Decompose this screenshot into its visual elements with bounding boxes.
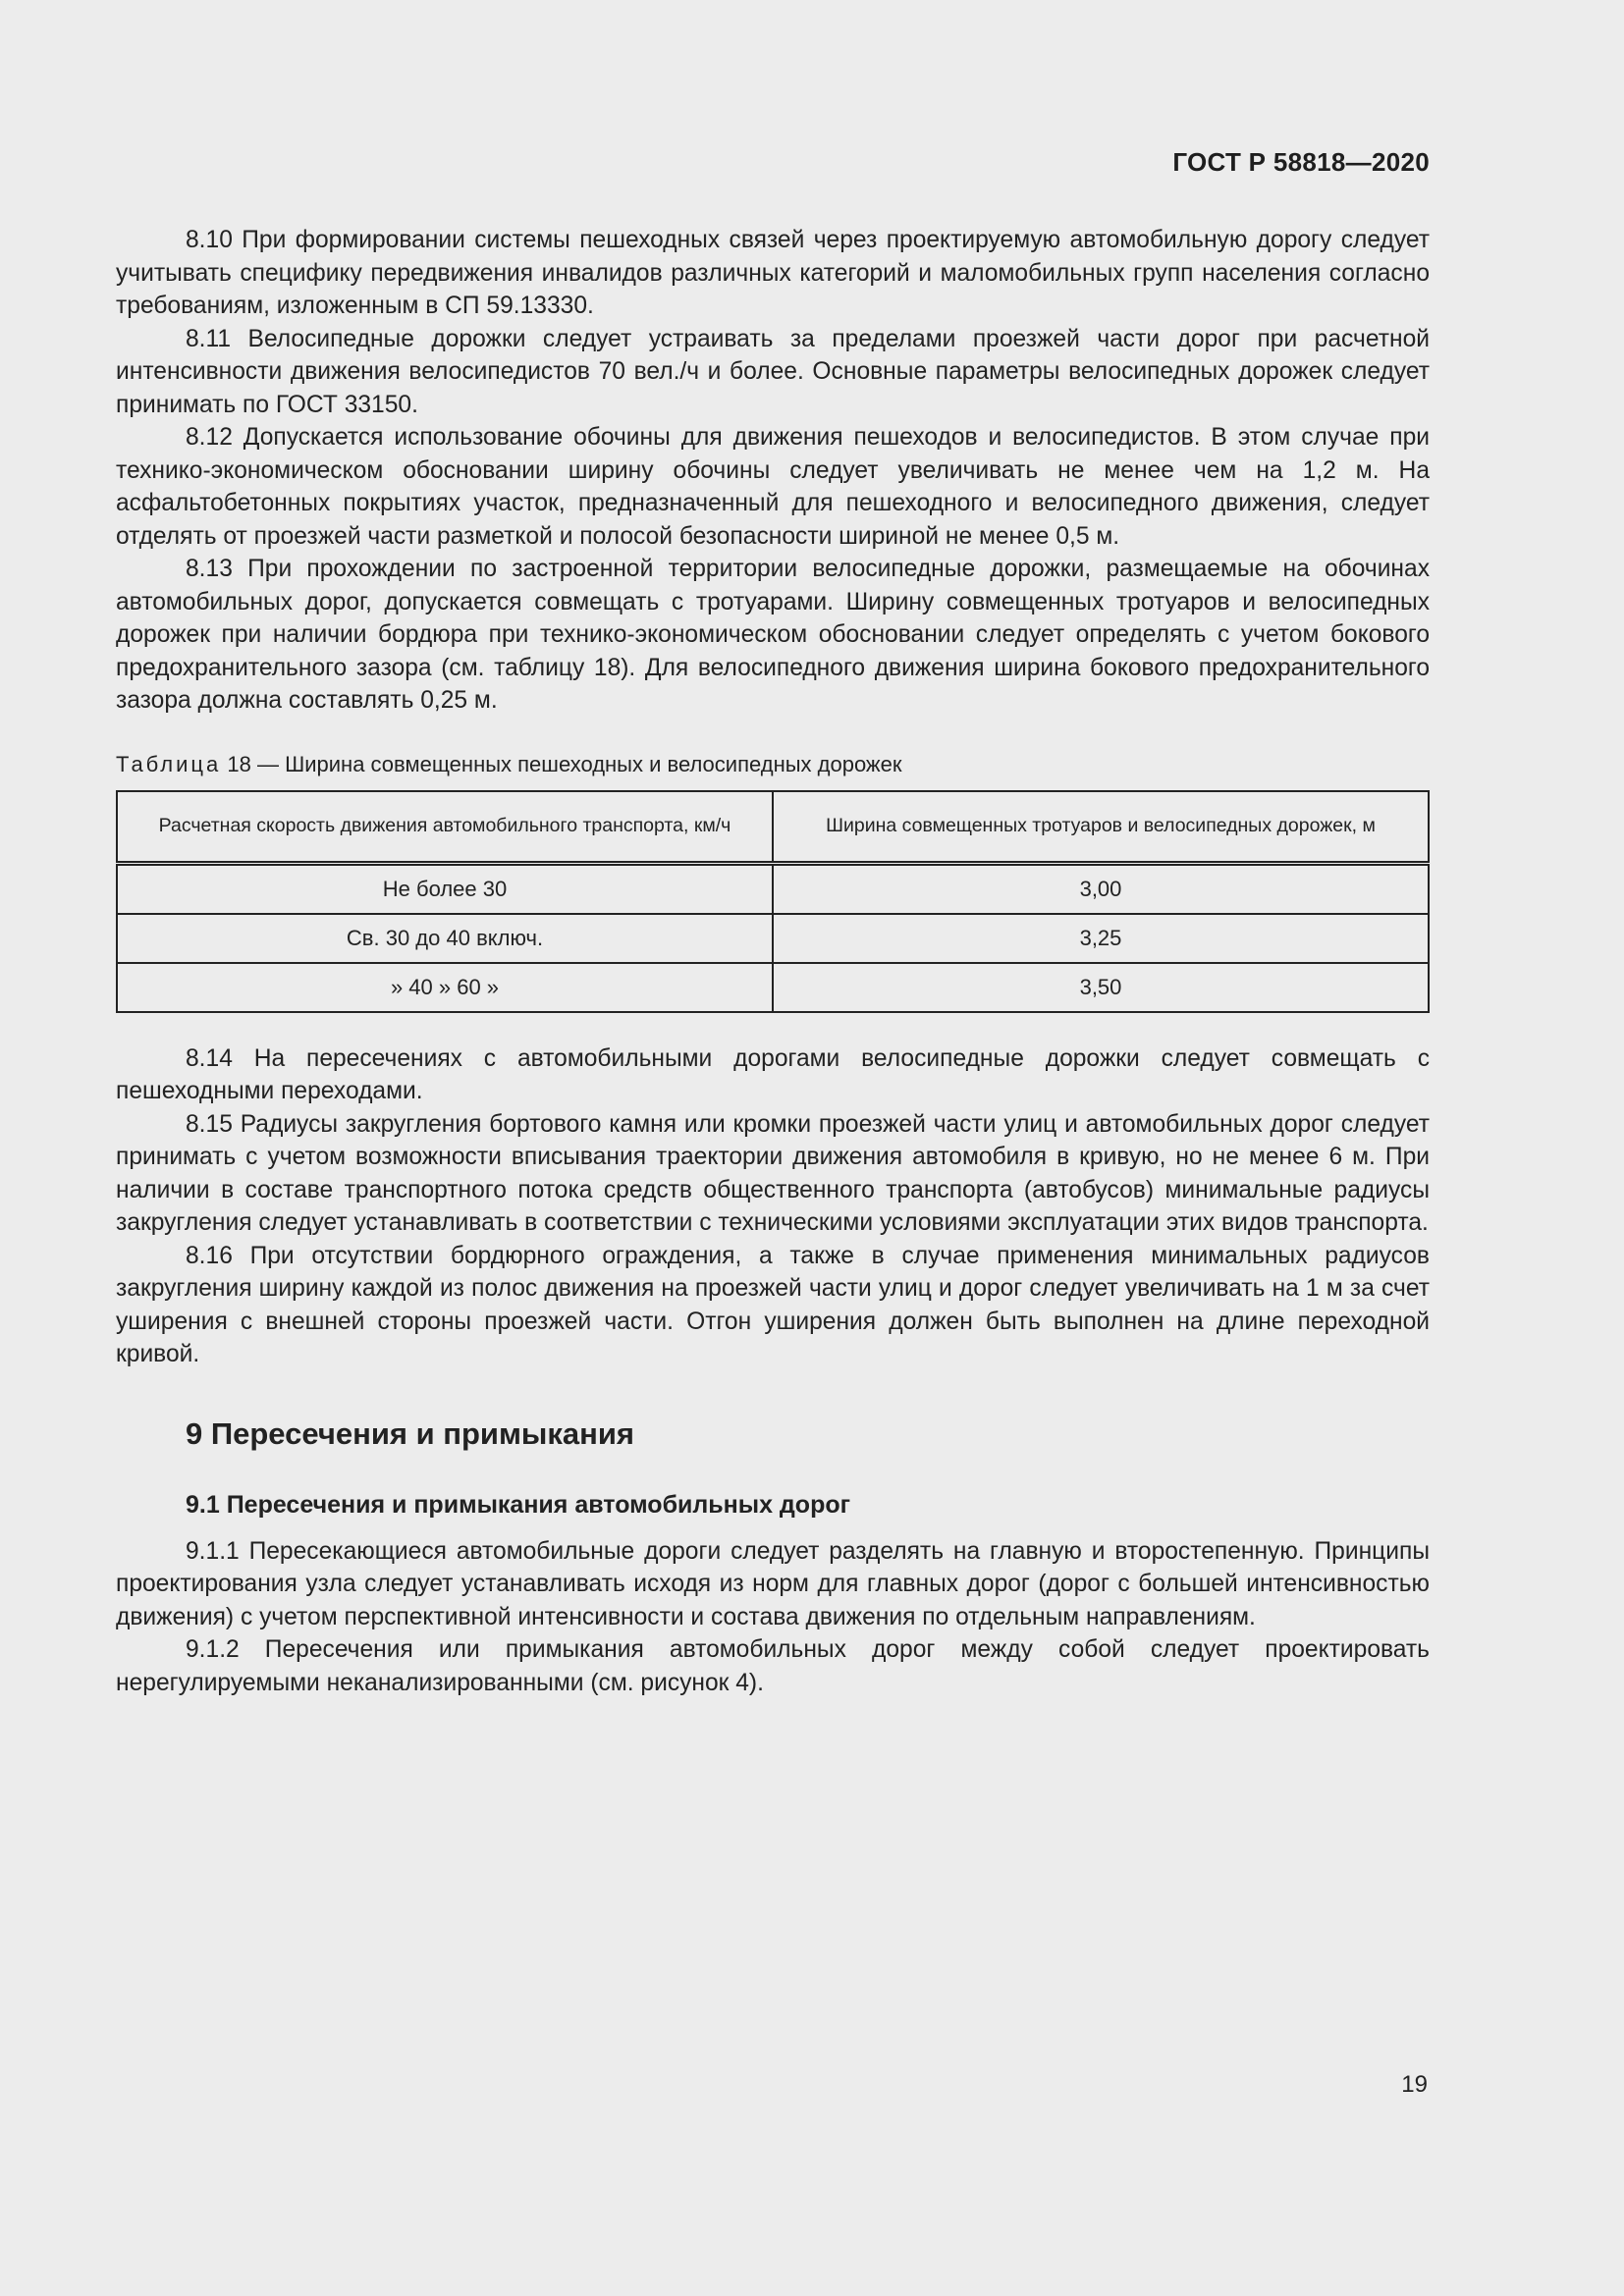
paragraph-8-10: 8.10 При формировании системы пешеходных связей через проектируемую автомобильную дорогу следует учитывать специфику передвижения инвалидов различных категорий и маломобильных групп населения согласно требованиям, изложенным в СП 59.13330. bbox=[116, 227, 1430, 319]
table-caption-text: 18 — Ширина совмещенных пешеходных и велосипедных дорожек bbox=[221, 751, 902, 776]
paragraph-8-16: 8.16 При отсутствии бордюрного ограждения, а также в случае применения минимальных радиусов закругления ширину каждой из полос движения на проезжей части улиц и дорог следует увеличивать на 1 м за счет уширения с внешней стороны проезжей части. Отгон уширения должен быть выполнен на длине переходной кривой. bbox=[116, 1242, 1430, 1367]
table-row bbox=[117, 914, 1429, 963]
cell-speed: Св. 30 до 40 включ. bbox=[117, 914, 773, 963]
table-header-row bbox=[117, 791, 1429, 864]
paragraphs-after-table bbox=[116, 1042, 1430, 1371]
header-width: Ширина совмещенных тротуаров и велосипедных дорожек, м bbox=[773, 791, 1429, 864]
paragraph-8-13: 8.13 При прохождении по застроенной территории велосипедные дорожки, размещаемые на обочинах автомобильных дорог, допускается совмещать с тротуарами. Ширину совмещенных тротуаров и велосипедных дорожек при наличии бордюра при технико-экономическом обосновании следует определять с учетом бокового предохранительного зазора (см. таблицу 18). Для велосипедного движения ширина бокового предохранительного зазора должна составлять 0,25 м. bbox=[116, 556, 1430, 714]
document-id-header: ГОСТ Р 58818—2020 bbox=[1172, 147, 1430, 177]
paragraph-9-1-2: 9.1.2 Пересечения или примыкания автомобильных дорог между собой следует проектировать нерегулируемыми неканализированными (см. рисунок 4). bbox=[116, 1636, 1430, 1696]
page-number: 19 bbox=[1401, 2071, 1428, 2098]
cell-width: 3,00 bbox=[773, 863, 1429, 914]
table-caption-label: Таблица bbox=[116, 751, 222, 776]
table-row bbox=[117, 863, 1429, 914]
paragraph-9-1-1: 9.1.1 Пересекающиеся автомобильные дороги следует разделять на главную и второстепенную. Принципы проектирования узла следует устанавливать исходя из норм для главных дорог (дорог с большей интенсивностью движения) с учетом перспективной интенсивности и состава движения по отдельным направлениям. bbox=[116, 1537, 1430, 1630]
table-18 bbox=[116, 790, 1430, 1013]
cell-width: 3,50 bbox=[773, 963, 1429, 1012]
section-title: 9 Пересечения и примыкания bbox=[186, 1415, 634, 1451]
paragraph-8-12: 8.12 Допускается использование обочины для движения пешеходов и велосипедистов. В этом случае при технико-экономическом обосновании ширину обочины следует увеличивать не менее чем на 1,2 м. На асфальтобетонных покрытиях участок, предназначенный для пешеходного и велосипедного движения, следует отделять от проезжей части разметкой и полосой безопасности шириной не менее 0,5 м. bbox=[116, 424, 1430, 550]
paragraph-8-14: 8.14 На пересечениях с автомобильными дорогами велосипедные дорожки следует совмещать с пешеходными переходами. bbox=[116, 1044, 1430, 1104]
cell-speed: Не более 30 bbox=[117, 863, 773, 914]
cell-width: 3,25 bbox=[773, 914, 1429, 963]
header-speed: Расчетная скорость движения автомобильного транспорта, км/ч bbox=[117, 791, 773, 864]
paragraph-8-11: 8.11 Велосипедные дорожки следует устраивать за пределами проезжей части дорог при расчетной интенсивности движения велосипедистов 70 вел./ч и более. Основные параметры велосипедных дорожек следует принимать по ГОСТ 33150. bbox=[116, 325, 1430, 418]
cell-speed: » 40 » 60 » bbox=[117, 963, 773, 1012]
table-row bbox=[117, 963, 1429, 1012]
page-content bbox=[116, 224, 1430, 1699]
table-caption bbox=[116, 750, 1430, 779]
subsection-title: 9.1 Пересечения и примыкания автомобильных дорог bbox=[186, 1490, 851, 1519]
paragraph-8-15: 8.15 Радиусы закругления бортового камня или кромки проезжей части улиц и автомобильных дорог следует принимать с учетом возможности вписывания траектории движения автомобиля в кривую, но не менее 6 м. При наличии в составе транспортного потока средств общественного транспорта (автобусов) минимальные радиусы закругления следует устанавливать в соответствии с техническими условиями эксплуатации этих видов транспорта. bbox=[116, 1110, 1430, 1236]
